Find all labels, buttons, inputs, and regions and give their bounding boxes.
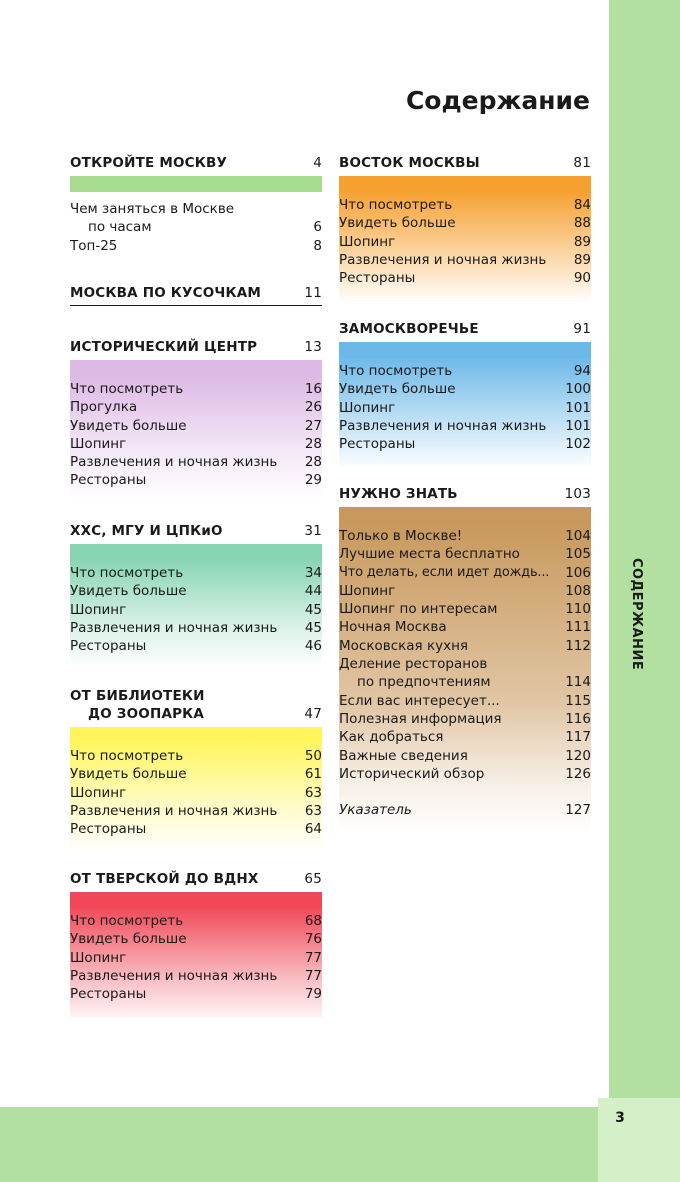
toc-item[interactable]: Шопинг 45 [70, 601, 322, 618]
toc-item[interactable]: Увидеть больше 44 [70, 583, 322, 600]
section-color-bar [339, 342, 591, 358]
toc-item[interactable]: Топ-25 8 [70, 237, 322, 254]
section-tverskaya [70, 870, 322, 1017]
section-vostok [339, 154, 591, 301]
toc-item[interactable]: Рестораны 102 [339, 436, 591, 453]
toc-item[interactable]: Развлечения и ночная жизнь 28 [70, 454, 322, 471]
section-color-bar [339, 176, 591, 192]
toc-item[interactable]: Что посмотреть 34 [70, 565, 322, 581]
toc-item[interactable]: Развлечения и ночная жизнь 77 [70, 967, 322, 984]
side-color-band [609, 0, 680, 1182]
section-kusochki [70, 284, 322, 306]
toc-item[interactable]: Развлечения и ночная жизнь 45 [70, 619, 322, 636]
toc-item[interactable]: Рестораны 46 [70, 638, 322, 655]
toc-item[interactable]: Рестораны 79 [70, 986, 322, 1003]
section-header[interactable]: ОТ БИБЛИОТЕКИ ДО ЗООПАРКА 47 [70, 687, 322, 727]
toc-item[interactable]: Увидеть больше 100 [339, 381, 591, 398]
toc-item[interactable]: Увидеть больше 88 [339, 215, 591, 232]
page-title: Содержание [405, 86, 590, 115]
toc-item[interactable]: Деление ресторанов [339, 656, 488, 673]
toc-item[interactable]: Развлечения и ночная жизнь 63 [70, 802, 322, 819]
toc-item[interactable]: Увидеть больше 61 [70, 766, 322, 783]
toc-item[interactable]: Шопинг 63 [70, 784, 322, 801]
toc-item[interactable]: Шопинг 28 [70, 435, 322, 452]
section-header[interactable]: ЗАМОСКВОРЕЧЬЕ 91 [339, 320, 591, 342]
toc-item[interactable]: Развлечения и ночная жизнь 101 [339, 417, 591, 434]
toc-item[interactable]: Рестораны 64 [70, 821, 322, 838]
toc-item[interactable]: Рестораны 90 [339, 270, 591, 287]
toc-item[interactable]: Лучшие места бесплатно 105 [339, 546, 591, 563]
section-color-bar [70, 727, 322, 743]
section-biblioteka [70, 687, 322, 852]
section-zamoskvorechye [339, 320, 591, 467]
section-header[interactable]: ВОСТОК МОСКВЫ 81 [339, 154, 591, 176]
toc-item[interactable]: Шопинг 101 [339, 399, 591, 416]
toc-item[interactable]: Что посмотреть 94 [339, 363, 591, 379]
section-header[interactable]: ИСТОРИЧЕСКИЙ ЦЕНТР 13 [70, 338, 322, 360]
toc-item[interactable]: Ночная Москва 111 [339, 619, 591, 636]
section-khhs [70, 522, 322, 669]
section-color-bar [70, 360, 322, 376]
section-rule [70, 305, 322, 306]
toc-item[interactable]: Только в Москве! 104 [339, 528, 591, 544]
toc-item[interactable]: Увидеть больше 76 [70, 931, 322, 948]
toc-item[interactable]: по часам 6 [88, 219, 322, 236]
toc-item[interactable]: Развлечения и ночная жизнь 89 [339, 251, 591, 268]
section-istoricheskiy [70, 338, 322, 504]
toc-item[interactable]: Чем заняться в Москве [70, 201, 235, 217]
section-color-bar [70, 176, 322, 192]
toc-item[interactable]: Что посмотреть 16 [70, 381, 322, 397]
section-header[interactable]: ХХС, МГУ И ЦПКиО 31 [70, 522, 322, 544]
toc-item[interactable]: Полезная информация 116 [339, 710, 591, 727]
toc-item[interactable]: Московская кухня 112 [339, 637, 591, 654]
toc-item[interactable]: Шопинг 77 [70, 949, 322, 966]
toc-item-index[interactable]: Указатель 127 [339, 802, 591, 819]
toc-item[interactable]: Шопинг по интересам 110 [339, 601, 591, 618]
section-header[interactable]: НУЖНО ЗНАТЬ 103 [339, 485, 591, 507]
toc-item[interactable]: Шопинг 89 [339, 233, 591, 250]
page-number: 3 [615, 1110, 625, 1126]
toc-item[interactable]: Рестораны 29 [70, 472, 322, 489]
toc-item[interactable]: Шопинг 108 [339, 582, 591, 599]
toc-spacer [339, 783, 591, 801]
toc-item[interactable]: Увидеть больше 27 [70, 417, 322, 434]
toc-item[interactable]: Что посмотреть 50 [70, 748, 322, 764]
toc-item[interactable]: Важные сведения 120 [339, 747, 591, 764]
section-color-bar [339, 507, 591, 523]
toc-item[interactable]: Что посмотреть 84 [339, 197, 591, 213]
section-header[interactable]: ОТКРОЙТЕ МОСКВУ 4 [70, 155, 322, 171]
section-otkroyte [70, 154, 322, 269]
section-color-bar [70, 892, 322, 908]
toc-item[interactable]: Если вас интересует... 115 [339, 692, 591, 709]
toc-item[interactable]: Что посмотреть 68 [70, 913, 322, 929]
section-color-bar [70, 544, 322, 560]
toc-item[interactable]: Исторический обзор 126 [339, 765, 591, 782]
section-header[interactable]: МОСКВА ПО КУСОЧКАМ 11 [70, 285, 322, 301]
toc-item[interactable]: по предпочтениям 114 [357, 674, 591, 691]
bottom-color-band [0, 1107, 680, 1182]
toc-item[interactable]: Что делать, если идет дождь... 106 [339, 564, 591, 581]
section-nuzhno [339, 485, 591, 837]
side-title: СОДЕРЖАНИЕ [629, 558, 644, 671]
toc-item[interactable]: Как добраться 117 [339, 729, 591, 746]
page-number-box [598, 1098, 680, 1182]
toc-item[interactable]: Прогулка 26 [70, 399, 322, 416]
section-header[interactable]: ОТ ТВЕРСКОЙ ДО ВДНХ 65 [70, 870, 322, 892]
